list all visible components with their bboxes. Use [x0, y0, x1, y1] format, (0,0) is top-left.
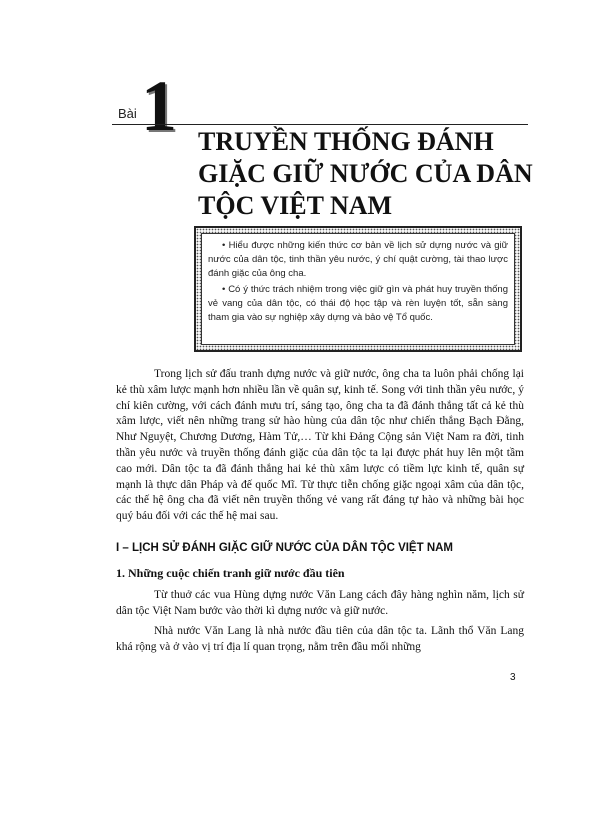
body-paragraph: Nhà nước Văn Lang là nhà nước đầu tiên của dân tộc ta. Lãnh thổ Văn Lang khá rộng và ở vào vị trí địa lí quan trọng, nằm trên đầu mối những	[116, 625, 524, 653]
lesson-number: 1	[141, 66, 177, 146]
page-number: 3	[510, 672, 516, 683]
body-paragraph: Từ thuở các vua Hùng dựng nước Văn Lang cách đây hàng nghìn năm, lịch sử dân tộc Việt Nam bước vào thời kì dựng nước và giữ nước.	[116, 589, 524, 617]
objective-item: • Hiểu được những kiến thức cơ bản về lịch sử dựng nước và giữ nước của dân tộc, tinh thần yêu nước, ý chí quật cường, tài thao lược đánh giặc của ông cha.	[208, 240, 508, 279]
subsection-heading: 1. Những cuộc chiến tranh giữ nước đầu tiên	[116, 566, 345, 580]
lesson-label: Bài	[118, 106, 137, 121]
objective-item: • Có ý thức trách nhiệm trong việc giữ gìn và phát huy truyền thống vẻ vang của dân tộc, có thái độ học tập và rèn luyện tốt, sẵn sàng tham gia vào sự nghiệp xây dựng và bảo vệ Tổ quốc.	[208, 284, 508, 323]
lesson-title: TRUYỀN THỐNG ĐÁNH GIẶC GIỮ NƯỚC CỦA DÂN TỘC VIỆT NAM	[198, 127, 533, 220]
objectives-box	[194, 226, 522, 352]
title-divider	[112, 124, 528, 125]
section-heading: I – LỊCH SỬ ĐÁNH GIẶC GIỮ NƯỚC CỦA DÂN TỘC VIỆT NAM	[116, 542, 454, 554]
objectives-content	[201, 233, 515, 345]
intro-paragraph: Trong lịch sử đấu tranh dựng nước và giữ nước, ông cha ta luôn phải chống lại kẻ thù xâm lược mạnh hơn nhiều lần về quân sự, kinh tế. Song với tinh thần yêu nước, ý chí kiên cường, với cách đánh mưu trí, sáng tạo, ông cha ta đã đánh thắng tất cả kẻ thù xâm lược, viết nên những trang sử hào hùng của dân tộc như chiến thắng Bạch Đằng, Như Nguyệt, Chương Dương, Hàm Tử,… Từ khi Đảng Cộng sản Việt Nam ra đời, tinh thần yêu nước và truyền thống đánh giặc của dân tộc ta lại được phát huy lên một tầm cao mới. Dân tộc ta đã đánh thắng hai kẻ thù xâm lược có tiềm lực kinh tế, quân sự mạnh là thực dân Pháp và đế quốc Mĩ. Từ thực tiễn chống giặc ngoại xâm của dân tộc, các thế hệ ông cha đã viết nên truyền thống vẻ vang rất đáng tự hào và những bài học quý báu đối với các thế hệ mai sau.	[116, 368, 524, 523]
